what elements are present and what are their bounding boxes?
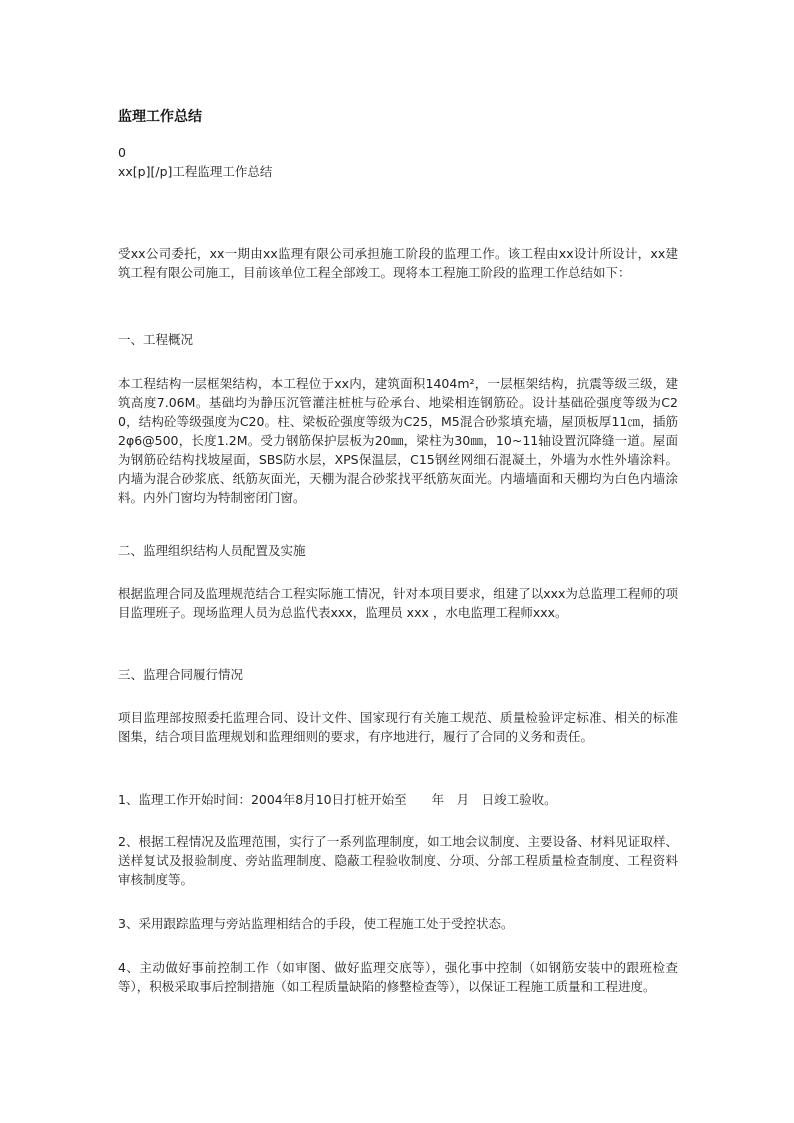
section1-heading: 一、工程概况 bbox=[118, 332, 194, 347]
section3-heading: 三、监理合同履行情况 bbox=[118, 667, 244, 682]
intro-paragraph: 受xx公司委托，xx一期由xx监理有限公司承担施工阶段的监理工作。该工程由xx设计所设计，xx建筑工程有限公司施工，目前该单位工程全部竣工。现将本工程施工阶段的监理工作总结如下： bbox=[118, 246, 678, 280]
document-subtitle: xx[p][/p]工程监理工作总结 bbox=[118, 164, 273, 179]
list-item-1: 1、监理工作开始时间：2004年8月10日打桩开始至 年 月 日竣工验收。 bbox=[118, 792, 557, 807]
section1-body: 本工程结构一层框架结构，本工程位于xx内，建筑面积1404m²，一层框架结构，抗震等级三级，建筑高度7.06M。基础均为静压沉管灌注桩桩与砼承台、地梁相连钢筋砼。设计基础砼强度等级为C20，结构砼等级强度为C20。柱、梁板砼强度等级为C25，M5混合砂浆填充墙，屋顶板厚11㎝，插筋2φ6@500，长度1.2M。受力钢筋保护层板为20㎜，梁柱为30㎜，10~11轴设置沉降缝一道。屋面为钢筋砼结构找坡屋面，SBS防水层，XPS保温层，C15钢丝网细石混凝土，外墙为水性外墙涂料。内墙为混合砂浆底、纸筋灰面光，天棚为混合砂浆找平纸筋灰面光。内墙墙面和天棚均为白色内墙涂料。内外门窗均为特制密闭门窗。 bbox=[118, 376, 678, 505]
list-item-3: 3、采用跟踪监理与旁站监理相结合的手段，使工程施工处于受控状态。 bbox=[118, 916, 514, 931]
list-item-4: 4、主动做好事前控制工作（如审图、做好监理交底等），强化事中控制（如钢筋安装中的跟班检查等），积极采取事后控制措施（如工程质量缺陷的修整检查等），以保证工程施工质量和工程进度。 bbox=[118, 960, 678, 994]
section3-body: 项目监理部按照委托监理合同、设计文件、国家现行有关施工规范、质量检验评定标准、相关的标准图集，结合项目监理规划和监理细则的要求，有序地进行，履行了合同的义务和责任。 bbox=[118, 710, 678, 744]
section2-heading: 二、监理组织结构人员配置及实施 bbox=[118, 543, 306, 558]
document-title: 监理工作总结 bbox=[118, 109, 202, 125]
list-item-2: 2、根据工程情况及监理范围，实行了一系列监理制度，如工地会议制度、主要设备、材料见证取样、送样复试及报验制度、旁站监理制度、隐蔽工程验收制度、分项、分部工程质量检查制度、工程资料审核制度等。 bbox=[118, 834, 678, 887]
section2-body: 根据监理合同及监理规范结合工程实际施工情况，针对本项目要求，组建了以xxx为总监理工程师的项目监理班子。现场监理人员为总监代表xxx，监理员 xxx ，水电监理工程师xxx。 bbox=[118, 586, 678, 620]
line-zero: 0 bbox=[118, 145, 126, 160]
